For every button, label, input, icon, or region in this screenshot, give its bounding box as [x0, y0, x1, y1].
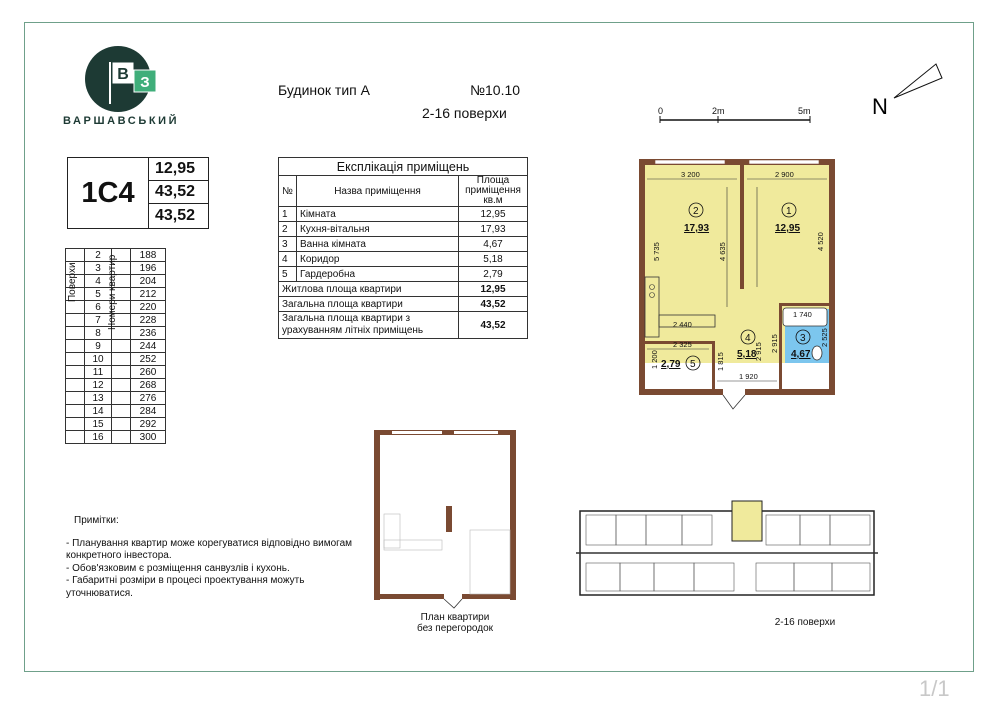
- unit-code: 1С4: [81, 176, 135, 209]
- unit-summary: [67, 157, 209, 229]
- table-row: 4 Коридор 5,18: [279, 252, 528, 267]
- explication-title: Експлікація приміщень: [279, 158, 528, 176]
- dim-4635: 4 635: [718, 242, 727, 261]
- scale-bar: [658, 106, 828, 130]
- dim-2525: 2 525: [820, 328, 829, 347]
- building-type: Будинок тип А: [278, 82, 370, 98]
- table-row: 2 Кухня-вітальня 17,93: [279, 222, 528, 237]
- dim-1920: 1 920: [739, 372, 758, 381]
- total-row: Загальна площа квартири 43,52: [279, 297, 528, 312]
- page-number: 1/1: [919, 676, 950, 701]
- floors-table: 2 188 3 196 4 204 5 212 6 220 7 228 8 236 9 244 10 252 11 260 12 268 13 276 14 284 15 292 16 300: [65, 248, 166, 444]
- room-no-2: 2: [693, 206, 699, 217]
- notes: [66, 515, 356, 600]
- dim-2440: 2 440: [673, 320, 692, 329]
- key-plan-caption: 2-16 поверхи: [774, 617, 836, 628]
- floors-label: Поверхи: [67, 262, 78, 302]
- room-no-5: 5: [690, 359, 696, 370]
- room-no-4: 4: [745, 333, 751, 344]
- room-area-4: 5,18: [737, 349, 757, 360]
- open-plan-drawing: [370, 428, 520, 610]
- brand-name: ВАРШАВСЬКИЙ: [63, 115, 180, 127]
- unit-living-area: 12,95: [149, 158, 209, 181]
- col-name: Назва приміщення: [297, 176, 459, 207]
- dim-3200: 3 200: [681, 170, 700, 179]
- room-no-3: 3: [800, 333, 806, 344]
- dim-5735: 5 735: [652, 242, 661, 261]
- note-item: - Планування квартир може корегуватися відповідно вимогам конкретного інвестора.: [66, 537, 353, 561]
- apt-numbers-label: Номери квартир: [107, 254, 118, 330]
- dim-1200: 1 200: [650, 350, 659, 369]
- logo-letter-1: В: [117, 66, 129, 83]
- room-area-2: 17,93: [684, 223, 710, 234]
- table-row: 5 Гардеробна 2,79: [279, 267, 528, 282]
- north-label: N: [872, 94, 888, 119]
- floor-range: 2-16 поверхи: [422, 105, 507, 121]
- unit-total-area: 43,52: [149, 181, 209, 204]
- scale-label-5m: 5m: [798, 106, 811, 116]
- total-row: Житлова площа квартири 12,95: [279, 282, 528, 297]
- note-item: - Обов'язковим є розміщення санвузлів і кухонь.: [66, 562, 290, 574]
- dim-2900: 2 900: [775, 170, 794, 179]
- dim-2915-a: 2 915: [754, 342, 763, 361]
- col-no: №: [279, 176, 297, 207]
- room-no-1: 1: [786, 206, 792, 217]
- total-row: Загальна площа квартири з урахуванням літніх приміщень 43,52: [279, 312, 528, 339]
- scale-label-0: 0: [658, 106, 664, 116]
- floor-key-plan: [576, 497, 878, 601]
- open-plan-caption: План квартири без перегородок: [416, 612, 494, 634]
- building-number: №10.10: [470, 82, 521, 98]
- table-row: 1 Кімната 12,95: [279, 207, 528, 222]
- note-item: - Габаритні розміри в процесі проектування можуть уточнюватися.: [66, 575, 305, 599]
- col-area: Площа приміщення кв.м: [459, 176, 528, 207]
- room-area-3: 4,67: [791, 349, 811, 360]
- table-row: 3 Ванна кімната 4,67: [279, 237, 528, 252]
- scale-label-2m: 2m: [712, 106, 725, 116]
- apartment-plan: [637, 157, 837, 413]
- dim-1815: 1 815: [716, 352, 725, 371]
- dim-4520: 4 520: [816, 232, 825, 251]
- explication-table: [278, 157, 528, 339]
- dim-1740: 1 740: [793, 310, 812, 319]
- notes-title: Примітки:: [74, 515, 119, 526]
- dim-2915-b: 2 915: [770, 334, 779, 353]
- room-area-5: 2,79: [661, 359, 681, 370]
- logo-letter-2: З: [140, 74, 150, 91]
- room-area-1: 12,95: [775, 223, 801, 234]
- north-arrow-icon: [866, 58, 946, 122]
- dim-2325: 2 325: [673, 340, 692, 349]
- brand-logo: [82, 44, 162, 114]
- unit-total-area-summer: 43,52: [155, 206, 196, 224]
